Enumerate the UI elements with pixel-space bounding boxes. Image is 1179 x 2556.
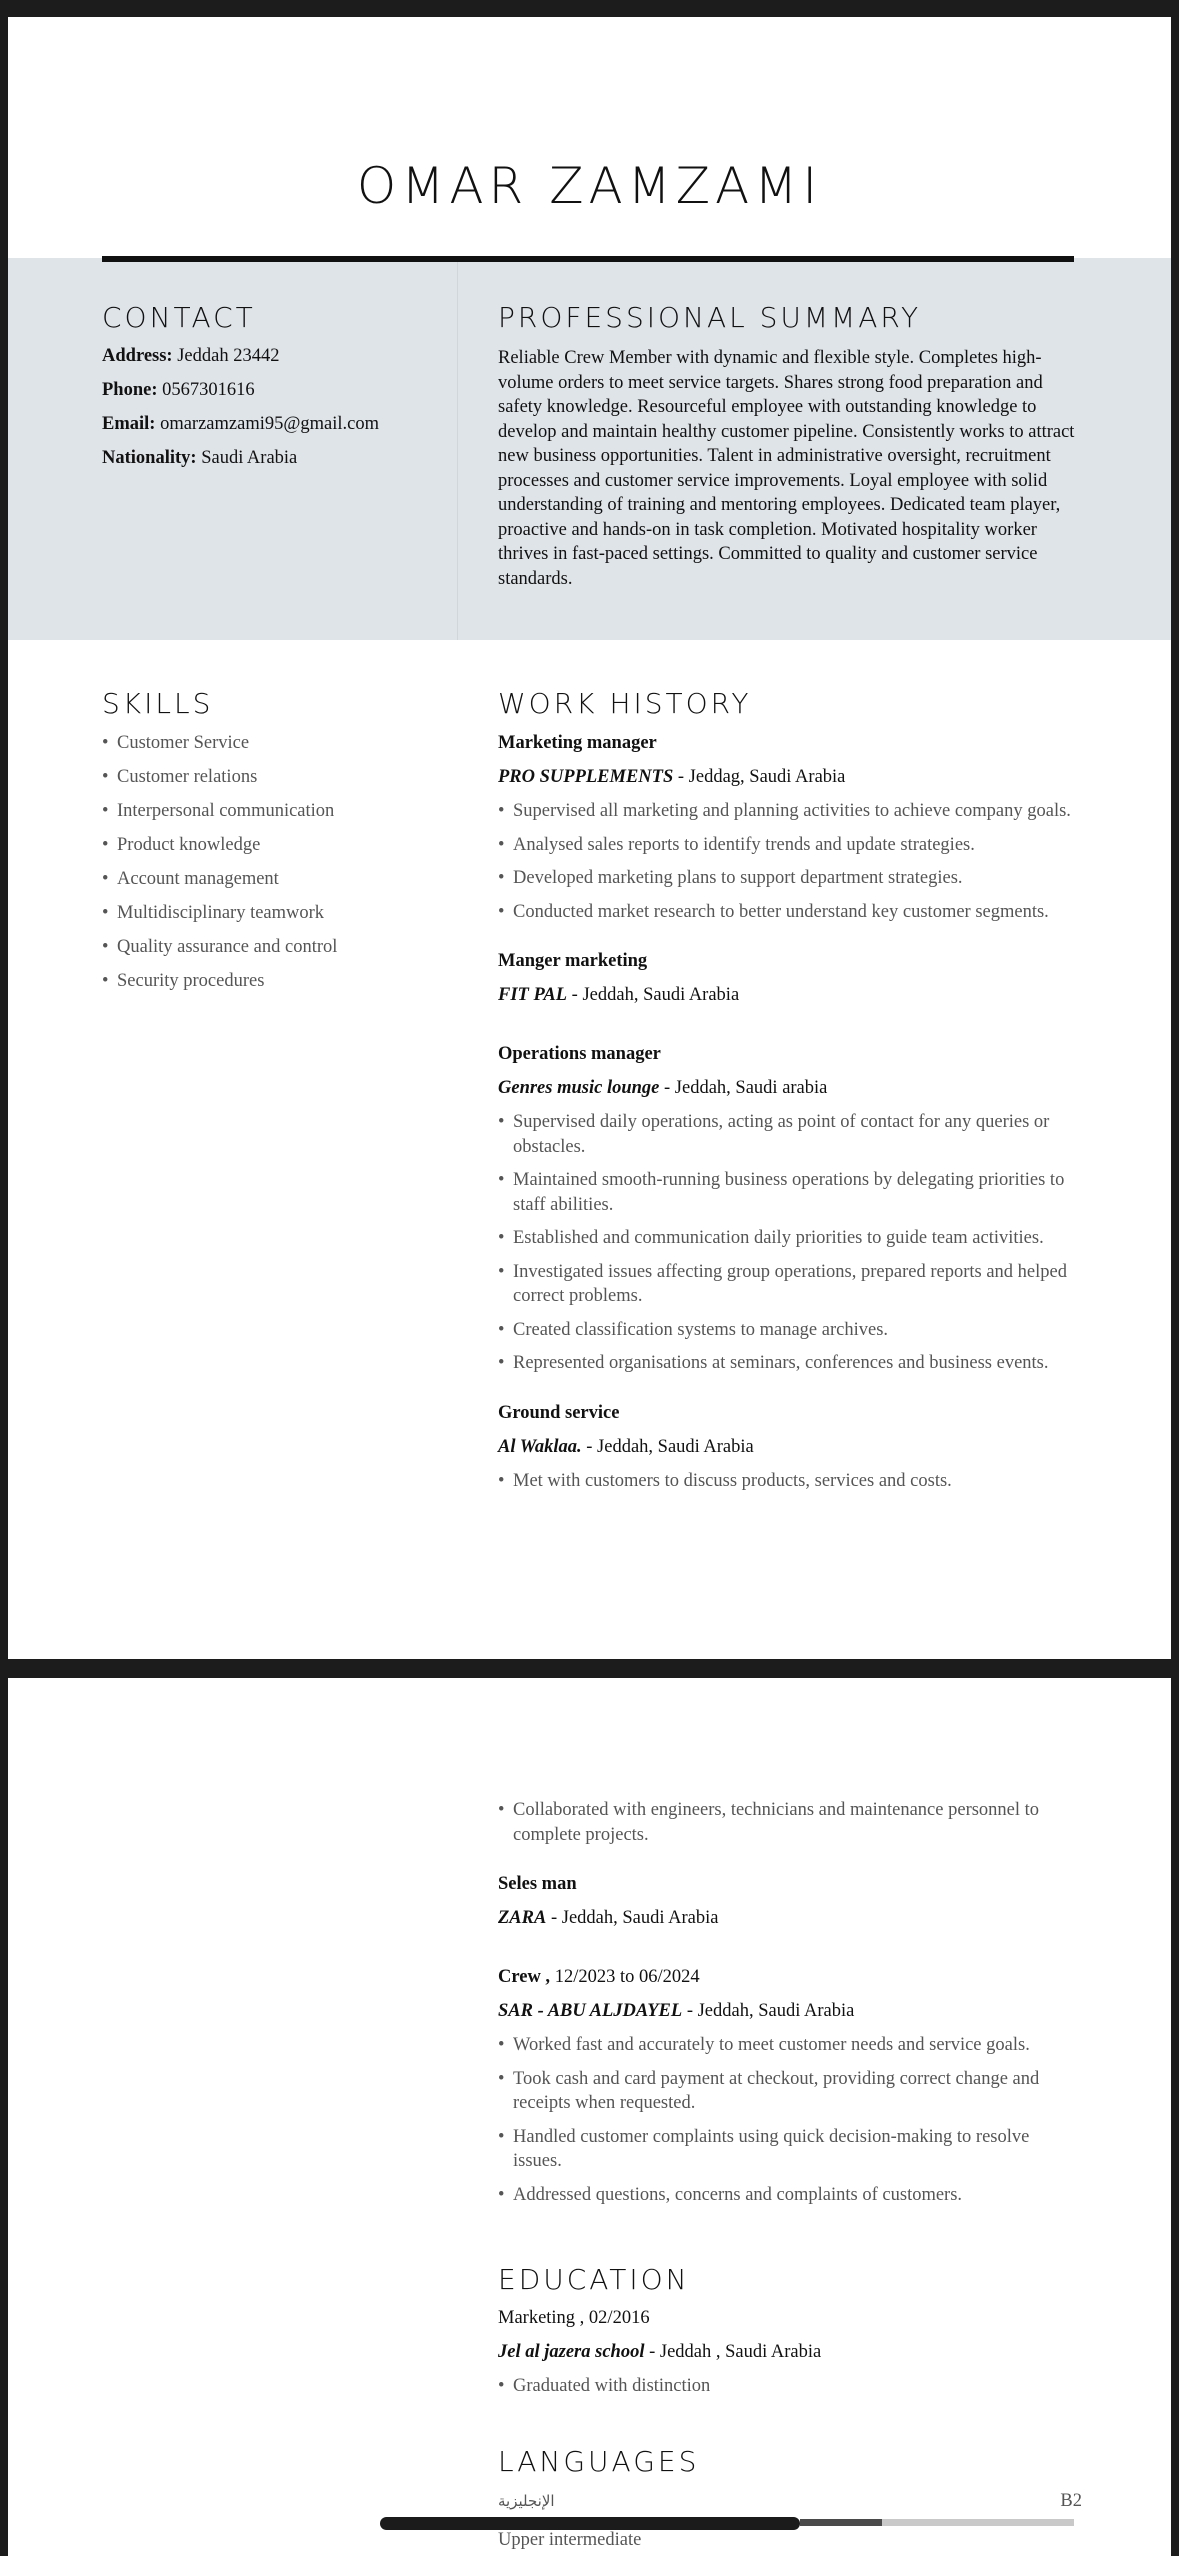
skill-item: • Interpersonal communication	[102, 799, 442, 824]
contact-phone-value: 0567301616	[162, 380, 255, 400]
job-bullet: • Supervised daily operations, acting as point of contact for any queries or obstacles.	[498, 1110, 1082, 1159]
skill-item: • Customer relations	[102, 765, 442, 790]
job-company: ZARA	[498, 1908, 547, 1928]
job-company-line	[498, 1076, 1082, 1100]
job-bullet: • Developed marketing plans to support department strategies.	[498, 866, 1082, 891]
job-bullet: • Addressed questions, concerns and complaints of customers.	[498, 2183, 1082, 2208]
job-company: Al Waklaa.	[498, 1436, 582, 1457]
contact-nationality-value: Saudi Arabia	[201, 448, 298, 468]
resume-page-1	[8, 17, 1171, 1659]
job-location: - Jeddah, Saudi Arabia	[546, 1908, 719, 1928]
job-company-line	[498, 983, 1082, 1007]
job-title-line	[498, 1965, 1082, 1989]
contact-email-value: omarzamzami95@gmail.com	[160, 414, 379, 434]
skills-section	[102, 731, 442, 1003]
job-title: Manger marketing	[498, 951, 648, 971]
job-entry	[498, 949, 1082, 1007]
job-entry	[498, 731, 1082, 924]
job-location: - Jeddah, Saudi Arabia	[581, 1436, 754, 1457]
contact-address-label: Address:	[102, 346, 173, 366]
contact-email-label: Email:	[102, 414, 156, 434]
contact-email	[102, 414, 379, 435]
job-bullets	[498, 799, 1082, 924]
contact-nationality-label: Nationality:	[102, 448, 197, 468]
education-bullet: • Graduated with distinction	[498, 2374, 1082, 2399]
education-school-line	[498, 2340, 1082, 2364]
job-bullet: • Created classification systems to manage archives.	[498, 1318, 1082, 1343]
job-title: Operations manager	[498, 1044, 661, 1064]
job-company: PRO SUPPLEMENTS	[498, 767, 674, 787]
header-rule	[102, 256, 1074, 262]
education-bullets	[498, 2374, 1082, 2399]
job-bullet: • Took cash and card payment at checkout, providing correct change and receipts when requested.	[498, 2067, 1082, 2116]
job-bullet: • Investigated issues affecting group operations, prepared reports and helped correct problems.	[498, 1260, 1082, 1309]
scroll-thumb[interactable]	[800, 2519, 882, 2526]
education-heading: EDUCATION	[498, 2263, 690, 2296]
job-title: Ground service	[498, 1402, 620, 1423]
job-company: Genres music lounge	[498, 1078, 660, 1098]
resume-page-2	[8, 1678, 1171, 2556]
job-entry	[498, 1401, 1082, 1494]
skill-item: • Product knowledge	[102, 833, 442, 858]
contact-address	[102, 346, 279, 367]
skills-heading: SKILLS	[102, 687, 214, 720]
job-location: - Jeddah, Saudi arabia	[659, 1078, 828, 1098]
job-bullets	[498, 1469, 1082, 1494]
job-dates: 12/2023 to 06/2024	[554, 1967, 700, 1987]
job-entry	[498, 1965, 1082, 2207]
candidate-name: OMAR ZAMZAMI	[356, 157, 823, 215]
contact-heading: CONTACT	[102, 301, 256, 334]
job-entry	[498, 1872, 1082, 1930]
job-bullet: • Handled customer complaints using quick decision-making to resolve issues.	[498, 2125, 1082, 2174]
job-bullets	[498, 2033, 1082, 2207]
band-divider	[457, 258, 458, 640]
skill-item: • Account management	[102, 867, 442, 892]
job-bullet: • Met with customers to discuss products, services and costs.	[498, 1469, 1082, 1494]
work-history-continued	[498, 1798, 1082, 2232]
job-bullet: • Supervised all marketing and planning activities to achieve company goals.	[498, 799, 1082, 824]
job-location: - Jeddah, Saudi Arabia	[682, 2001, 855, 2021]
home-indicator[interactable]	[380, 2517, 800, 2530]
contact-phone	[102, 380, 255, 401]
education-location: - Jeddah , Saudi Arabia	[644, 2342, 822, 2362]
job-entry	[498, 1042, 1082, 1376]
job-bullet: • Analysed sales reports to identify trends and update strategies.	[498, 833, 1082, 858]
job-company-line	[498, 1999, 1082, 2023]
job-bullet: • Established and communication daily priorities to guide team activities.	[498, 1226, 1082, 1251]
skills-list	[102, 731, 442, 994]
contact-phone-label: Phone:	[102, 380, 158, 400]
job-company-line	[498, 1435, 1082, 1459]
summary-text: Reliable Crew Member with dynamic and flexible style. Completes high-volume orders to meet service targets. Shares strong food preparation and safety knowledge. Resourceful employee with outstanding knowledge to develop and maintain healthy customer pipeline. Consistently works to attract new business opportunities. Talent in administrative oversight, recruitment processes and customer service improvements. Loyal employee with solid understanding of training and mentoring employees. Dedicated team player, proactive and hands-on in task completion. Motivated hospitality worker thrives in fast-paced settings. Committed to quality and customer service standards.	[498, 348, 1075, 589]
job-bullets	[498, 1798, 1082, 1847]
language-name: الإنجليزية	[498, 2492, 555, 2510]
job-location: - Jeddag, Saudi Arabia	[673, 767, 846, 787]
job-company: FIT PAL	[498, 985, 568, 1005]
job-bullet: • Worked fast and accurately to meet customer needs and service goals.	[498, 2033, 1082, 2058]
skill-item: • Customer Service	[102, 731, 442, 756]
education-degree: Marketing , 02/2016	[498, 2308, 650, 2328]
job-bullet: • Collaborated with engineers, technicians and maintenance personnel to complete projects.	[498, 1798, 1082, 1847]
job-company: SAR - ABU ALJDAYEL	[498, 2001, 683, 2021]
language-level: B2	[1060, 2491, 1082, 2511]
contact-address-value: Jeddah 23442	[177, 346, 280, 366]
job-bullet: • Maintained smooth-running business operations by delegating priorities to staff abilities.	[498, 1168, 1082, 1217]
skill-item: • Multidisciplinary teamwork	[102, 901, 442, 926]
language-description: Upper intermediate	[498, 2530, 642, 2550]
job-title: Seles man	[498, 1874, 577, 1894]
job-bullet: • Conducted market research to better understand key customer segments.	[498, 900, 1082, 925]
work-history-section	[498, 731, 1082, 1518]
job-title: Marketing manager	[498, 733, 657, 753]
contact-nationality	[102, 448, 297, 469]
job-company-line	[498, 765, 1082, 789]
job-location: - Jeddah, Saudi Arabia	[567, 985, 740, 1005]
skill-item: • Quality assurance and control	[102, 935, 442, 960]
job-title: Crew ,	[498, 1967, 555, 1987]
languages-heading: LANGUAGES	[498, 2445, 700, 2478]
education-school: Jel al jazera school	[498, 2342, 645, 2362]
skill-item: • Security procedures	[102, 969, 442, 994]
education-section	[498, 2306, 1082, 2408]
job-company-line	[498, 1906, 1082, 1930]
summary-heading: PROFESSIONAL SUMMARY	[498, 301, 922, 334]
work-history-heading: WORK HISTORY	[498, 687, 752, 720]
job-bullet: • Represented organisations at seminars, conferences and business events.	[498, 1351, 1082, 1376]
language-row	[498, 2491, 1082, 2512]
job-bullets	[498, 1110, 1082, 1376]
